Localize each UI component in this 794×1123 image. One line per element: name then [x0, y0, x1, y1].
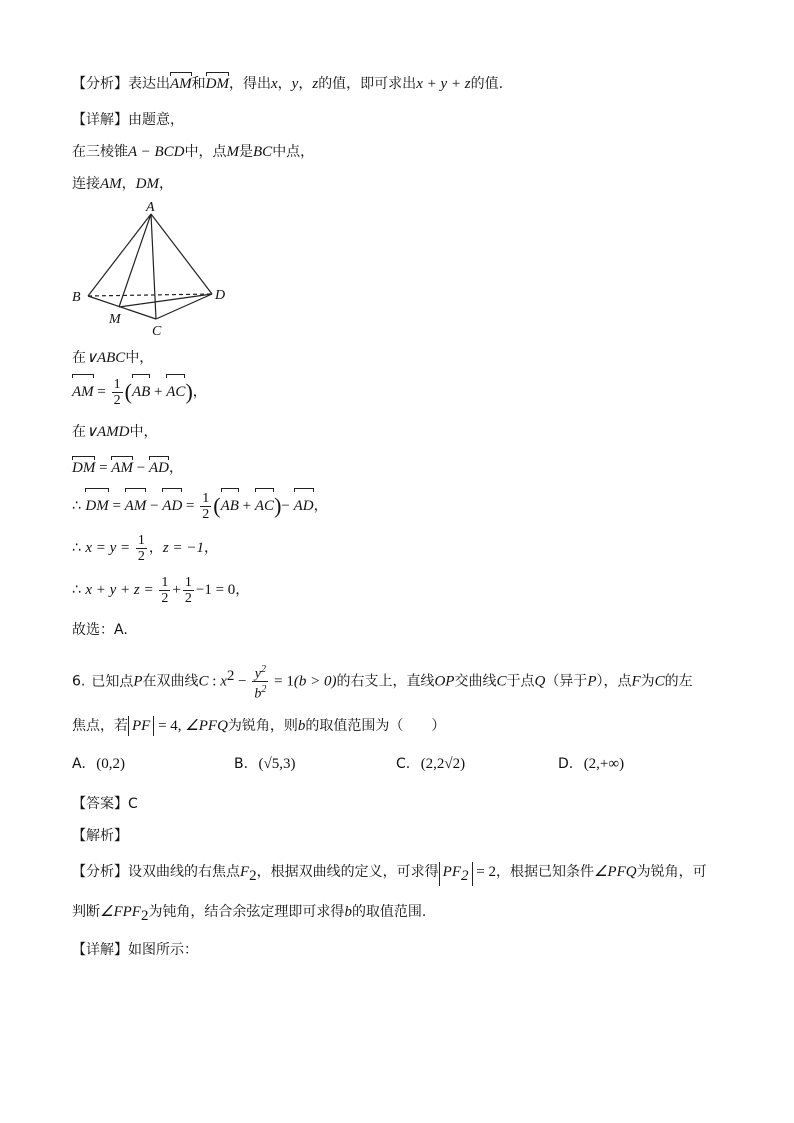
detail-line-1: 【详解】由题意， — [72, 112, 184, 128]
vector-dm: DM — [205, 76, 229, 92]
pyramid-figure — [68, 196, 238, 344]
jiexi-tag: 【解析】 — [72, 828, 128, 844]
choice-c[interactable]: C. (2,2√2) — [396, 756, 466, 772]
answer-value: C — [128, 796, 138, 812]
triangle-amd-line: 在∨AMD中， — [72, 424, 158, 440]
analysis-tag: 【分析】 — [72, 76, 128, 92]
choice-a[interactable]: A. (0,2) — [72, 756, 125, 772]
equation-dm: DM = AM − AD， — [72, 460, 183, 476]
edge-bd-hidden — [88, 294, 212, 296]
analysis-line-1: 【分析】表达出AM和DM，得出x，y，z的值，即可求出x + y + z的值. — [72, 76, 504, 92]
equation-sum: ∴ x + y + z = $\frac{1}{2}$ + $\frac{1}{2}$ −1 = 0， — [72, 574, 250, 606]
answer-line — [72, 794, 138, 814]
analysis-2-line-2: 判断$\angle FPF_2$为钝角，结合余弦定理即可求得b的取值范围. — [72, 904, 427, 924]
edge-ac — [151, 214, 156, 319]
equation-dm-expanded: ∴ DM = AM − AD = $\frac{1}{2}$ (AB + AC)− AD， — [72, 490, 328, 522]
edge-am — [119, 214, 151, 307]
edge-ad — [151, 214, 212, 294]
analysis-2-line-1: 【分析】设双曲线的右焦点$F_2$，根据双曲线的定义，可求得 $PF_2 = 2$，根据已知条件∠PFQ为锐角，可 — [72, 864, 707, 884]
question-number: 6. — [72, 673, 86, 690]
vector-am: AM — [170, 76, 192, 92]
choice-b[interactable]: B. (√5,3) — [234, 756, 296, 772]
triangle-abc-line: 在∨ABC中， — [72, 350, 154, 366]
label-b: B — [72, 290, 81, 305]
choice-d[interactable]: D. (2,+∞) — [558, 756, 625, 772]
label-a: A — [146, 200, 155, 215]
question-6-line-1: 6. 已知点P在双曲线C : $x^2$ − $\frac{y^2}{b^2}$ = 1(b > 0)的右支上，直线OP交曲线C于点Q（异于P），点F为C的左 — [72, 663, 693, 702]
edge-ab — [88, 214, 151, 296]
detail-2-line: 【详解】如图所示： — [72, 942, 198, 958]
answer-select-line: 故选：A. — [72, 622, 128, 638]
answer-tag: 【答案】 — [72, 796, 128, 812]
connect-line: 连接AM，DM， — [72, 176, 173, 192]
label-m: M — [109, 312, 121, 327]
question-6-line-2: 焦点，若 PF = 4, ∠PFQ为锐角，则b的取值范围为（ ） — [72, 718, 446, 734]
equation-xyz-values: ∴ x = y = $\frac{1}{2}$ ，z = −1， — [72, 532, 219, 564]
fraction-half: $\frac{1}{2}$ — [113, 376, 121, 408]
equation-am: AM = $\frac{1}{2}$ (AB + AC)， — [72, 376, 207, 408]
label-d: D — [215, 288, 226, 303]
pyramid-line: 在三棱锥A − BCD中，点M是BC中点， — [72, 144, 315, 160]
detail-tag: 【详解】 — [72, 112, 128, 128]
label-c: C — [152, 324, 162, 339]
jiexi-line — [72, 826, 128, 846]
